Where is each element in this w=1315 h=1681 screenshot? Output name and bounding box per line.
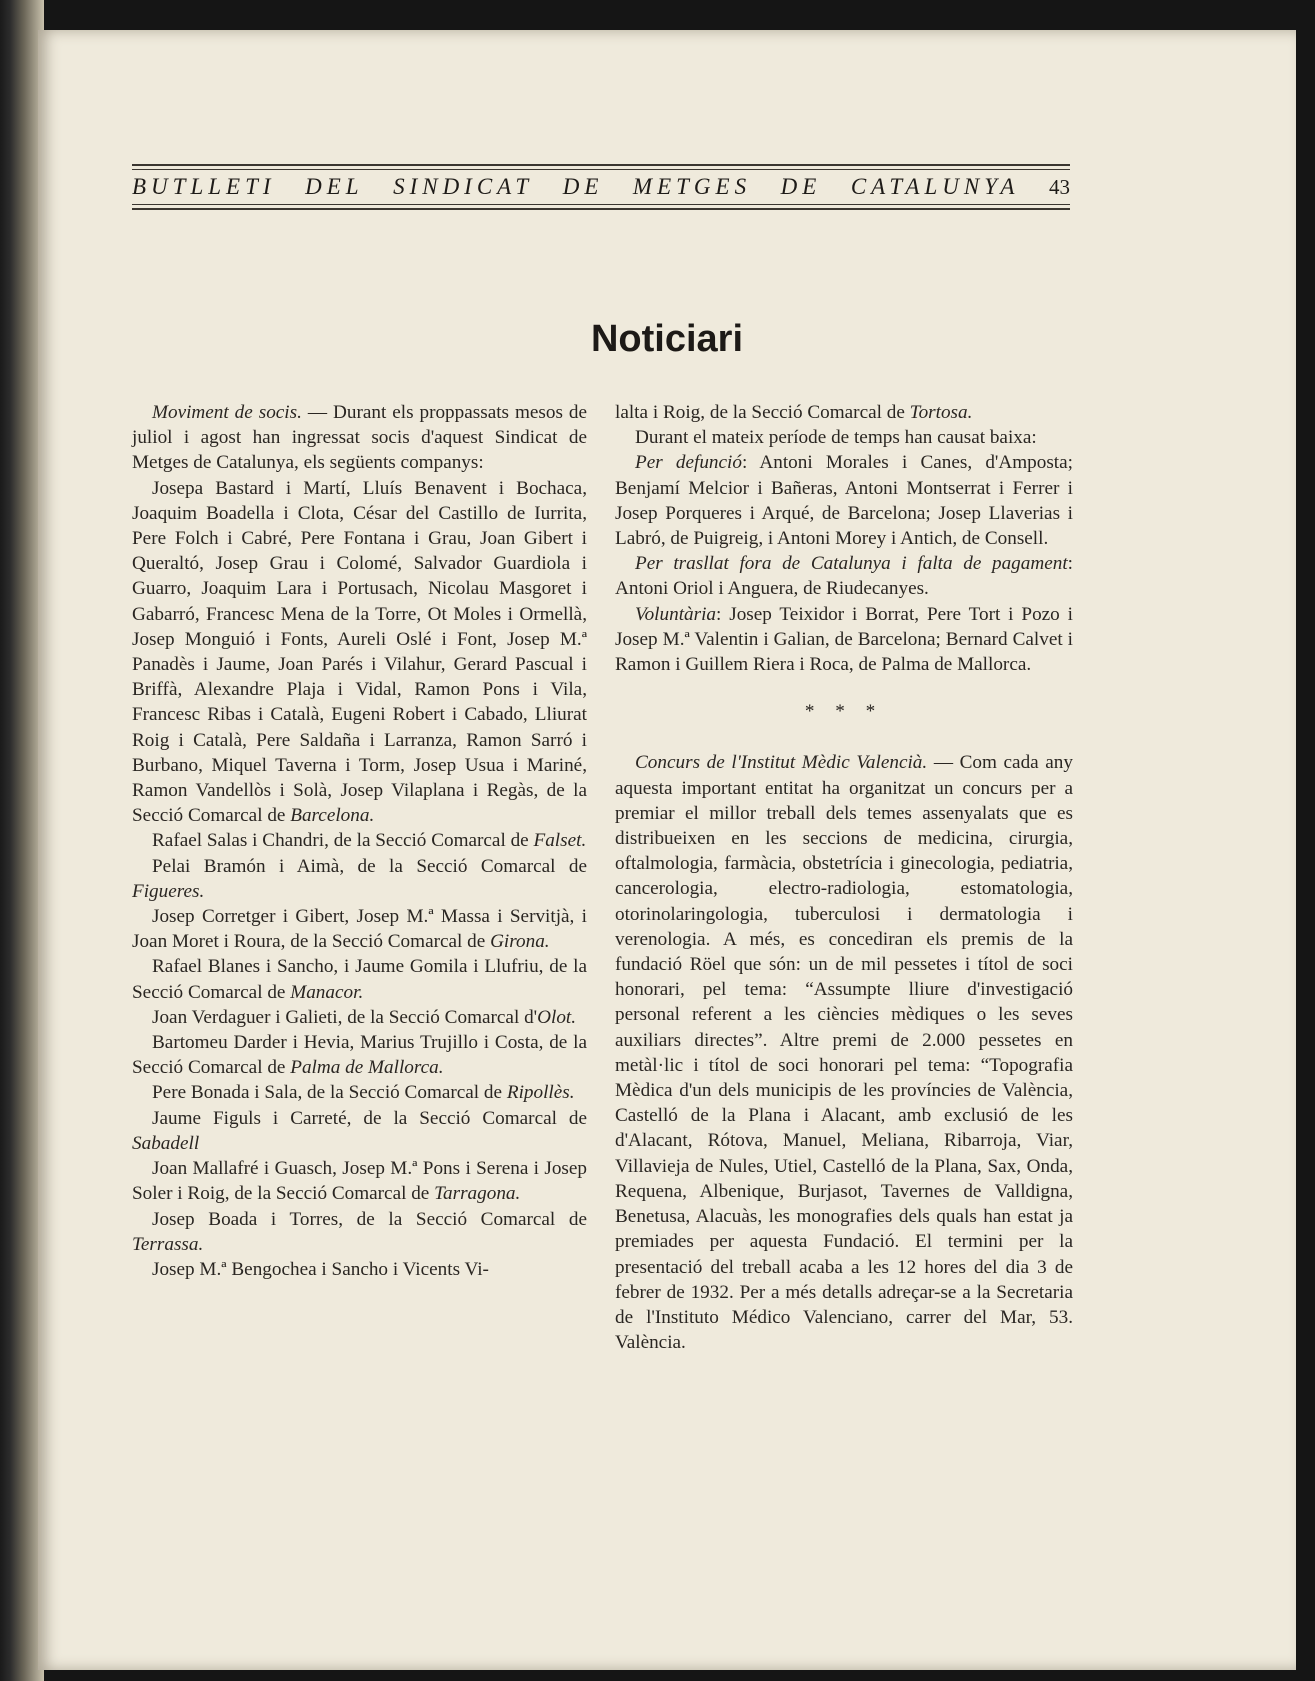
paragraph bbox=[132, 954, 587, 1004]
paragraph-text: Josepa Bastard i Martí, Lluís Benavent i Bochaca, Joaquim Boadella i Clota, César del Castillo de Iurrita, Pere Folch i Cabré, Pere Fontana i Grau, Joan Gibert i Queraltó, Josep Grau i Colomé, Salvador Guardiola i Guarro, Joaquim Lara i Portusach, Nicolau Masgoret i Gabarró, Francesc Mena de la Torre, Ot Moles i Ormellà, Josep Monguió i Fonts, Aureli Oslé i Font, Josep M.ª Panadès i Jaume, Joan Parés i Vilahur, Gerard Pascual i Briffà, Alexandre Plaja i Vidal, Ramon Pons i Vila, Francesc Ribas i Català, Eugeni Robert i Cabado, Lliurat Roig i Català, Pere Saldaña i Larranza, Ramon Sarró i Burbano, Miquel Taverna i Torm, Josep Usua i Mariné, Ramon Vandellòs i Solà, Josep Vilaplana i Regàs, de la Secció Comarcal de bbox=[132, 477, 587, 827]
paragraph bbox=[132, 828, 587, 853]
paragraph-lead: Concurs de l'Institut Mèdic Valencià. bbox=[635, 752, 928, 774]
place-name: Ripollès. bbox=[506, 1082, 575, 1104]
place-name: Palma de Mallorca. bbox=[290, 1057, 444, 1079]
section-title: Noticiari bbox=[590, 318, 744, 360]
title-word: DE bbox=[780, 174, 822, 199]
paragraph-text: Josep Corretger i Gibert, Josep M.ª Massa i Servitjà, i Joan Moret i Roura, de la Secció Comarcal de bbox=[132, 906, 587, 953]
section-separator: * * * bbox=[804, 701, 884, 723]
paragraph-text: Durant el mateix període de temps han causat baixa: bbox=[635, 427, 1037, 449]
title-word: CATALUNYA bbox=[850, 174, 1020, 199]
paragraph bbox=[132, 904, 587, 954]
paragraph-text: lalta i Roig, de la Secció Comarcal de bbox=[615, 402, 910, 423]
paragraph-lead: Voluntària bbox=[635, 603, 717, 625]
paragraph-text: : Antoni Oriol i Anguera, de Riudecanyes. bbox=[615, 553, 1073, 600]
header-rule bbox=[132, 204, 1070, 205]
paragraph bbox=[132, 1257, 587, 1282]
paragraph bbox=[132, 1106, 587, 1156]
paragraph bbox=[132, 1156, 587, 1206]
place-name: Olot. bbox=[537, 1006, 577, 1028]
title-word: DE bbox=[562, 174, 604, 199]
paragraph bbox=[132, 1207, 587, 1257]
title-word: DEL bbox=[305, 174, 364, 199]
header-rule bbox=[132, 208, 1070, 210]
paragraph-text: Joan Mallafré i Guasch, Josep M.ª Pons i Serena i Josep Soler i Roig, de la Secció Comarcal de bbox=[132, 1158, 587, 1205]
paragraph-text: Josep Boada i Torres, de la Secció Comarcal de bbox=[152, 1208, 587, 1230]
paragraph-text: : Josep Teixidor i Borrat, Pere Tort i Pozo i Josep M.ª Valentin i Galian, de Barcelona; Bernard Calvet i Ramon i Guillem Riera i Roca, de Palma de Mallorca. bbox=[615, 603, 1073, 676]
place-name: Figueres. bbox=[132, 880, 205, 902]
paragraph bbox=[132, 1005, 587, 1030]
right-column bbox=[615, 400, 1073, 1355]
place-name: Manacor. bbox=[290, 981, 364, 1003]
paragraph-lead: Moviment de socis. bbox=[152, 402, 302, 423]
paragraph bbox=[615, 425, 1073, 450]
place-name: Sabadell bbox=[132, 1132, 200, 1154]
paragraph-lead: Per defunció bbox=[635, 452, 742, 474]
paragraph bbox=[132, 476, 587, 829]
header-rule bbox=[132, 164, 1070, 166]
paragraph-text: Bartomeu Darder i Hevia, Marius Trujillo i Costa, de la Secció Comarcal de bbox=[132, 1032, 587, 1079]
paragraph-text: Rafael Salas i Chandri, de la Secció Comarcal de bbox=[152, 830, 534, 852]
paragraph-lead: Per trasllat fora de Catalunya i falta de pagament bbox=[635, 553, 1068, 575]
header-rule bbox=[132, 169, 1070, 170]
paragraph-text: Jaume Figuls i Carreté, de la Secció Comarcal de bbox=[152, 1107, 587, 1129]
place-name: Falset. bbox=[533, 830, 587, 852]
paragraph-text: : Antoni Morales i Canes, d'Amposta; Benjamí Melcior i Bañeras, Antoni Montserrat i Ferrer i Josep Porqueres i Arqué, de Barcelona; Josep Llaverias i Labró, de Puigreig, i Antoni Morey i Antich, de Consell. bbox=[615, 452, 1073, 550]
paragraph bbox=[132, 854, 587, 904]
title-word: BUTLLETI bbox=[132, 174, 276, 199]
paragraph-text: Josep M.ª Bengochea i Sancho i Vicents Vi- bbox=[152, 1258, 489, 1280]
paragraph-text: Pere Bonada i Sala, de la Secció Comarcal de bbox=[152, 1082, 507, 1104]
place-name: Tarragona. bbox=[434, 1183, 521, 1205]
paragraph-text: Joan Verdaguer i Galieti, de la Secció Comarcal d' bbox=[152, 1006, 538, 1028]
page bbox=[38, 30, 1296, 1670]
page-number: 43 bbox=[1049, 175, 1070, 199]
paragraph-text: — Durant els proppassats mesos de juliol i agost han ingressat socis d'aquest Sindicat de Metges de Catalunya, els següents companys: bbox=[132, 402, 587, 474]
left-column bbox=[132, 400, 587, 1282]
paragraph bbox=[615, 551, 1073, 601]
place-name: Tortosa. bbox=[909, 402, 973, 423]
title-word: SINDICAT bbox=[393, 174, 534, 199]
paragraph bbox=[132, 1080, 587, 1105]
paragraph bbox=[615, 400, 1073, 425]
paragraph bbox=[615, 450, 1073, 551]
paragraph-text: Rafael Blanes i Sancho, i Jaume Gomila i Llufriu, de la Secció Comarcal de bbox=[132, 956, 587, 1003]
place-name: Terrassa. bbox=[132, 1233, 204, 1255]
journal-title bbox=[132, 174, 1070, 200]
paragraph-text: Pelai Bramón i Aimà, de la Secció Comarcal de bbox=[152, 855, 587, 877]
paragraph bbox=[132, 1030, 587, 1080]
place-name: Barcelona. bbox=[290, 805, 375, 827]
running-header bbox=[132, 130, 1070, 225]
paragraph bbox=[615, 602, 1073, 678]
place-name: Girona. bbox=[490, 931, 550, 953]
paragraph-text: — Com cada any aquesta important entitat ha organitzat un concurs per a premiar el millor treball dels temes assenyalats que es distribueixen en les seccions de medicina, cirurgia, oftalmologia, farmàcia, obstetrícia i ginecologia, pediatria, cancerologia, electro-radiologia, estomatologia, otorinolaringologia, tuberculosi i dermatologia i verenologia. A més, es concediran els premis de la fundació Röel que són: un de mil pessetes i títol de soci honorari, pel tema: “Assumpte lliure d'investigació personal referent a les ciències mèdiques o les seves auxiliars directes”. Altre premi de 2.000 pessetes en metàl·lic i títol de soci honorari pel tema: “Topografia Mèdica d'un dels municipis de les províncies de València, Castelló de la Plana i Alacant, amb exclusió de les d'Alacant, Rótova, Manuel, Meliana, Ribarroja, Viar, Villavieja de Nules, Utiel, Castelló de la Plana, Sax, Onda, Requena, Albenique, Burjasot, Tavernes de Valldigna, Benetusa, Alacuàs, les monografies dels quals han estat ja premiades per aquesta Fundació. El termini per la presentació del treball acaba a les 12 hores del dia 3 de febrer de 1932. Per a més detalls adreçar-se a la Secretaria de l'Instituto Médico Valenciano, carrer del Mar, 53. València. bbox=[615, 752, 1073, 1354]
paragraph bbox=[615, 750, 1073, 1355]
paragraph bbox=[132, 400, 587, 476]
title-word: METGES bbox=[632, 174, 752, 199]
